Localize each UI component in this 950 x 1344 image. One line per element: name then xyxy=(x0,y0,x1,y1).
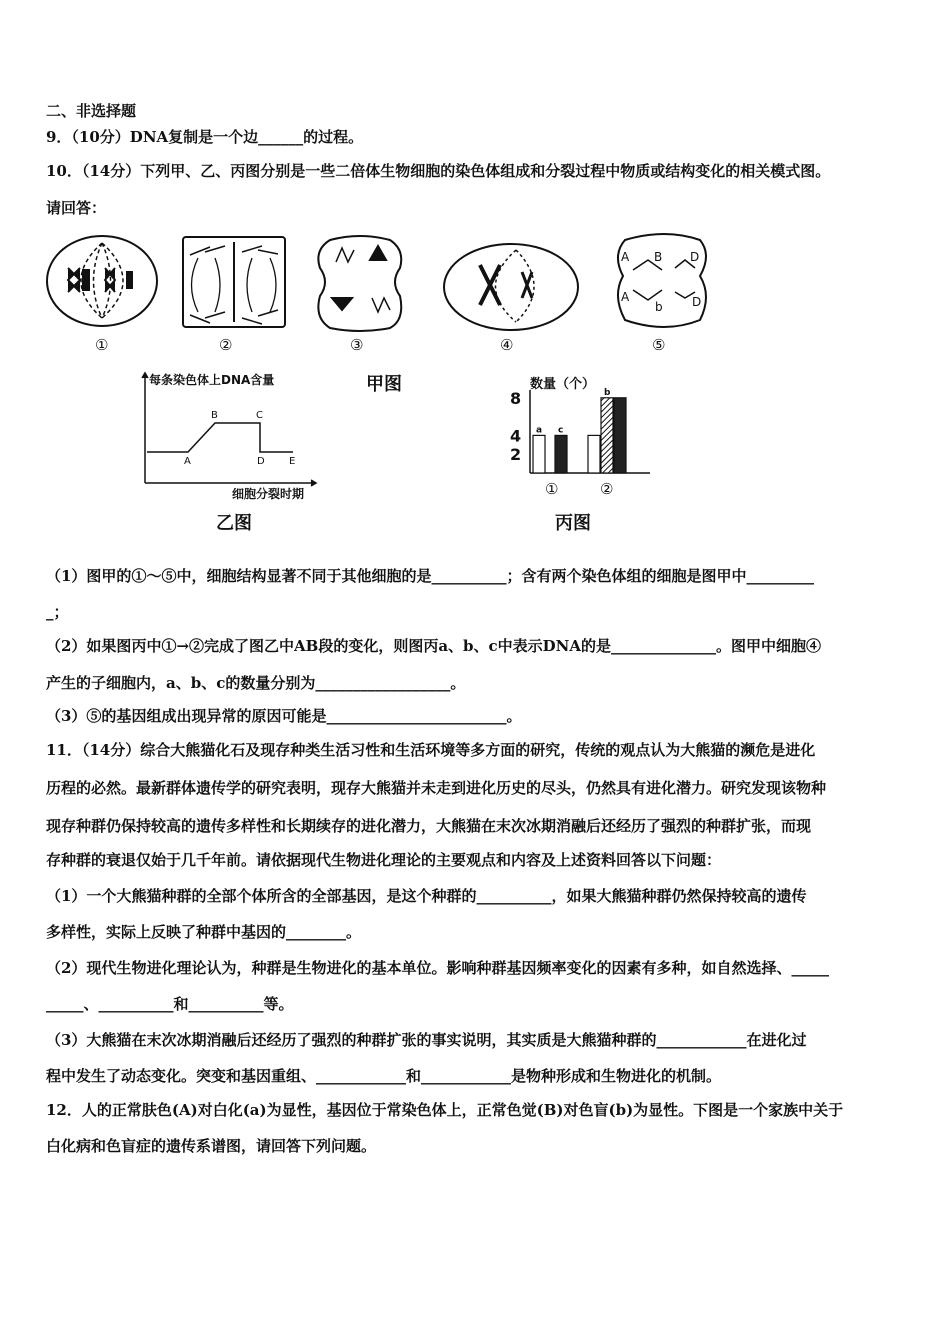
cell-label-5: ⑤ xyxy=(652,336,666,354)
point-label-e: E xyxy=(289,456,296,467)
section-heading: 二、非选择题 xyxy=(46,102,137,120)
cell-diagram-4 xyxy=(444,244,578,330)
bar-label-b: b xyxy=(604,387,611,398)
cell-diagram-2 xyxy=(183,237,285,327)
y-tick-label: 8 xyxy=(510,388,522,408)
point-label-d: D xyxy=(257,456,265,467)
figure-bing-chart xyxy=(510,388,650,473)
question-10-stem: 10．（14分）下列甲、乙、丙图分别是一些二倍体生物细胞的染色体组成和分裂过程中物质或结构变化的相关模式图。 xyxy=(46,162,831,180)
bar-c-2 xyxy=(614,398,626,473)
figure-yi-ylabel: 每条染色体上DNA含量 xyxy=(149,373,275,387)
question-10-stem: 请回答： xyxy=(46,199,107,217)
cell-label-4: ④ xyxy=(500,336,514,354)
figure-yi-title: 乙图 xyxy=(216,513,252,534)
bar-b-2 xyxy=(601,398,613,473)
point-label-a: A xyxy=(184,456,191,467)
y-tick-label: 2 xyxy=(510,445,522,465)
figure-yi-axes xyxy=(142,373,316,486)
gene-label: A xyxy=(621,250,630,264)
bar-a-1 xyxy=(533,435,545,473)
point-label-c: C xyxy=(256,410,263,421)
cell-diagram-3 xyxy=(318,236,401,331)
category-label-2: ② xyxy=(600,480,614,498)
bar-label-a: a xyxy=(536,425,543,436)
cell-label-2: ② xyxy=(219,336,233,354)
cell-label-1: ① xyxy=(95,336,109,354)
cell-label-3: ③ xyxy=(350,336,364,354)
gene-label: D xyxy=(690,250,700,264)
cell-diagram-1 xyxy=(47,236,157,326)
question-9: 9．（10分）DNA复制是一个边______的过程。 xyxy=(46,128,364,146)
bar-c-1 xyxy=(555,435,567,473)
category-label-1: ① xyxy=(545,480,559,498)
bar-label-c: c xyxy=(558,425,564,436)
point-label-b: B xyxy=(211,410,218,421)
figure-bing-ylabel: 数量（个） xyxy=(530,377,596,392)
figure-jia-title: 甲图 xyxy=(366,374,402,395)
bar-a-2 xyxy=(588,435,600,473)
figure-bing-title: 丙图 xyxy=(555,513,591,534)
gene-label: D xyxy=(692,295,702,309)
y-tick-label: 4 xyxy=(510,426,522,446)
question-10-figures xyxy=(0,0,950,545)
gene-label: b xyxy=(655,300,663,314)
dna-content-line xyxy=(147,423,293,452)
gene-label: B xyxy=(654,250,663,264)
gene-label: A xyxy=(621,290,630,304)
figure-yi-xlabel: 细胞分裂时期 xyxy=(232,487,305,501)
